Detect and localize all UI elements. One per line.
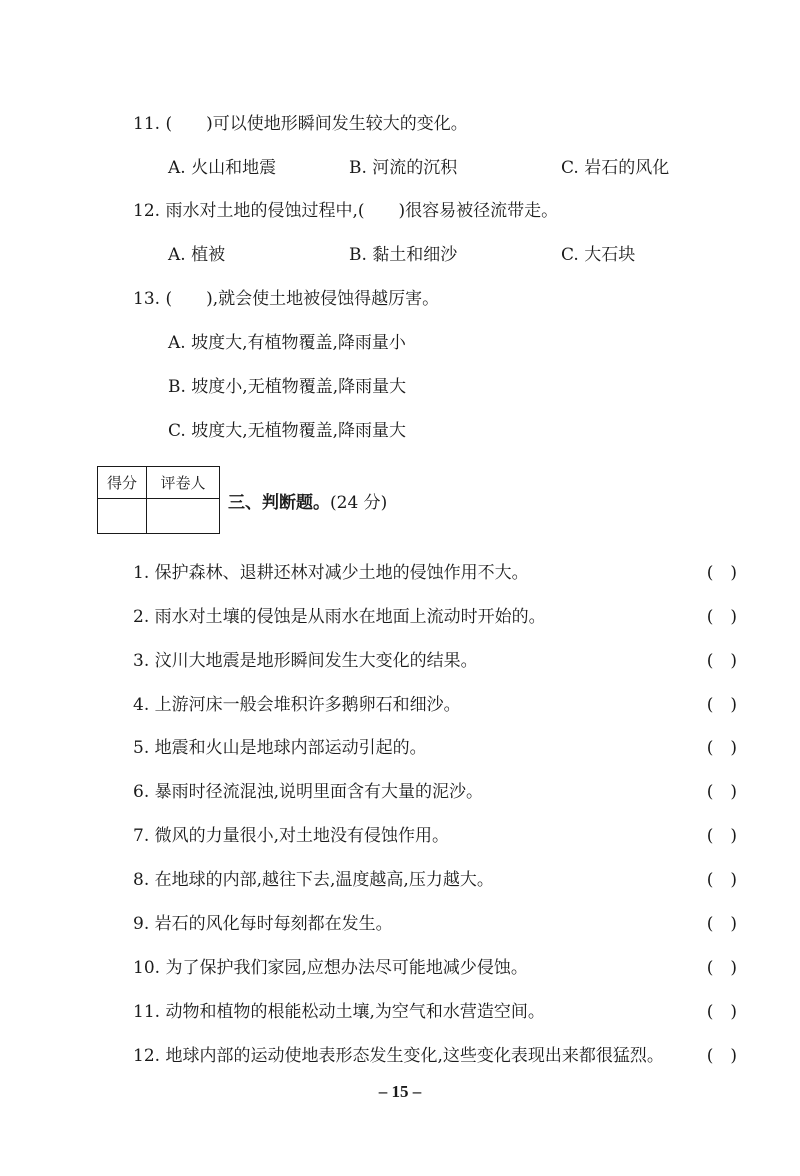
judge-item	[133, 869, 737, 891]
option-b: B. 河流的沉积	[349, 158, 458, 178]
section-title	[228, 488, 387, 513]
question-13-option-c: C. 坡度大,无植物覆盖,降雨量大	[168, 421, 407, 441]
judge-item-text: 9. 岩石的风化每时每刻都在发生。	[133, 914, 393, 934]
page-number: – 15 –	[378, 1082, 422, 1101]
judge-item-text: 5. 地震和火山是地球内部运动引起的。	[133, 738, 427, 758]
option-a: A. 火山和地震	[168, 158, 277, 178]
option-c: C. 岩石的风化	[561, 158, 670, 178]
judge-item-text: 2. 雨水对土壤的侵蚀是从雨水在地面上流动时开始的。	[133, 607, 546, 627]
score-table	[97, 466, 220, 534]
question-12-stem: 12. 雨水对土地的侵蚀过程中,( )很容易被径流带走。	[133, 201, 559, 221]
judge-item	[133, 1001, 737, 1023]
score-header: 得分	[98, 467, 147, 499]
option-b: B. 黏土和细沙	[349, 245, 458, 265]
question-13-stem: 13. ( ),就会使土地被侵蚀得越厉害。	[133, 289, 440, 309]
judge-item	[133, 562, 737, 584]
judge-item	[133, 1045, 737, 1067]
question-13-option-b: B. 坡度小,无植物覆盖,降雨量大	[168, 377, 407, 397]
judge-item-text: 6. 暴雨时径流混浊,说明里面含有大量的泥沙。	[133, 782, 484, 802]
judge-item	[133, 606, 737, 628]
answer-blank[interactable]: ( )	[706, 958, 737, 978]
judge-item-text: 8. 在地球的内部,越往下去,温度越高,压力越大。	[133, 870, 494, 890]
judge-item-text: 10. 为了保护我们家园,应想办法尽可能地减少侵蚀。	[133, 958, 528, 978]
answer-blank[interactable]: ( )	[706, 607, 737, 627]
answer-blank[interactable]: ( )	[706, 695, 737, 715]
answer-blank[interactable]: ( )	[706, 651, 737, 671]
grader-header: 评卷人	[147, 467, 220, 499]
judge-item-text: 7. 微风的力量很小,对土地没有侵蚀作用。	[133, 826, 450, 846]
answer-blank[interactable]: ( )	[706, 914, 737, 934]
judge-item	[133, 650, 737, 672]
answer-blank[interactable]: ( )	[706, 826, 737, 846]
answer-blank[interactable]: ( )	[706, 563, 737, 583]
option-c: C. 大石块	[561, 245, 636, 265]
judge-item	[133, 913, 737, 935]
judge-item-text: 11. 动物和植物的根能松动土壤,为空气和水营造空间。	[133, 1002, 545, 1022]
question-13-option-a: A. 坡度大,有植物覆盖,降雨量小	[168, 333, 406, 353]
answer-blank[interactable]: ( )	[706, 870, 737, 890]
judge-item-text: 1. 保护森林、退耕还林对减少土地的侵蚀作用不大。	[133, 563, 529, 583]
judge-item	[133, 737, 737, 759]
score-cell[interactable]	[98, 499, 147, 534]
answer-blank[interactable]: ( )	[706, 738, 737, 758]
judge-item-text: 4. 上游河床一般会堆积许多鹅卵石和细沙。	[133, 695, 461, 715]
section-title-text: 三、判断题。	[228, 493, 330, 513]
judge-item	[133, 694, 737, 716]
answer-blank[interactable]: ( )	[706, 782, 737, 802]
judge-item-text: 3. 汶川大地震是地形瞬间发生大变化的结果。	[133, 651, 478, 671]
answer-blank[interactable]: ( )	[706, 1046, 737, 1066]
judge-item-text: 12. 地球内部的运动使地表形态发生变化,这些变化表现出来都很猛烈。	[133, 1046, 664, 1066]
option-a: A. 植被	[168, 245, 226, 265]
answer-blank[interactable]: ( )	[706, 1002, 737, 1022]
section-points: (24 分)	[330, 493, 388, 513]
question-11-stem: 11. ( )可以使地形瞬间发生较大的变化。	[133, 114, 468, 134]
judge-item	[133, 957, 737, 979]
grader-cell[interactable]	[147, 499, 220, 534]
judge-item	[133, 781, 737, 803]
judge-item	[133, 825, 737, 847]
